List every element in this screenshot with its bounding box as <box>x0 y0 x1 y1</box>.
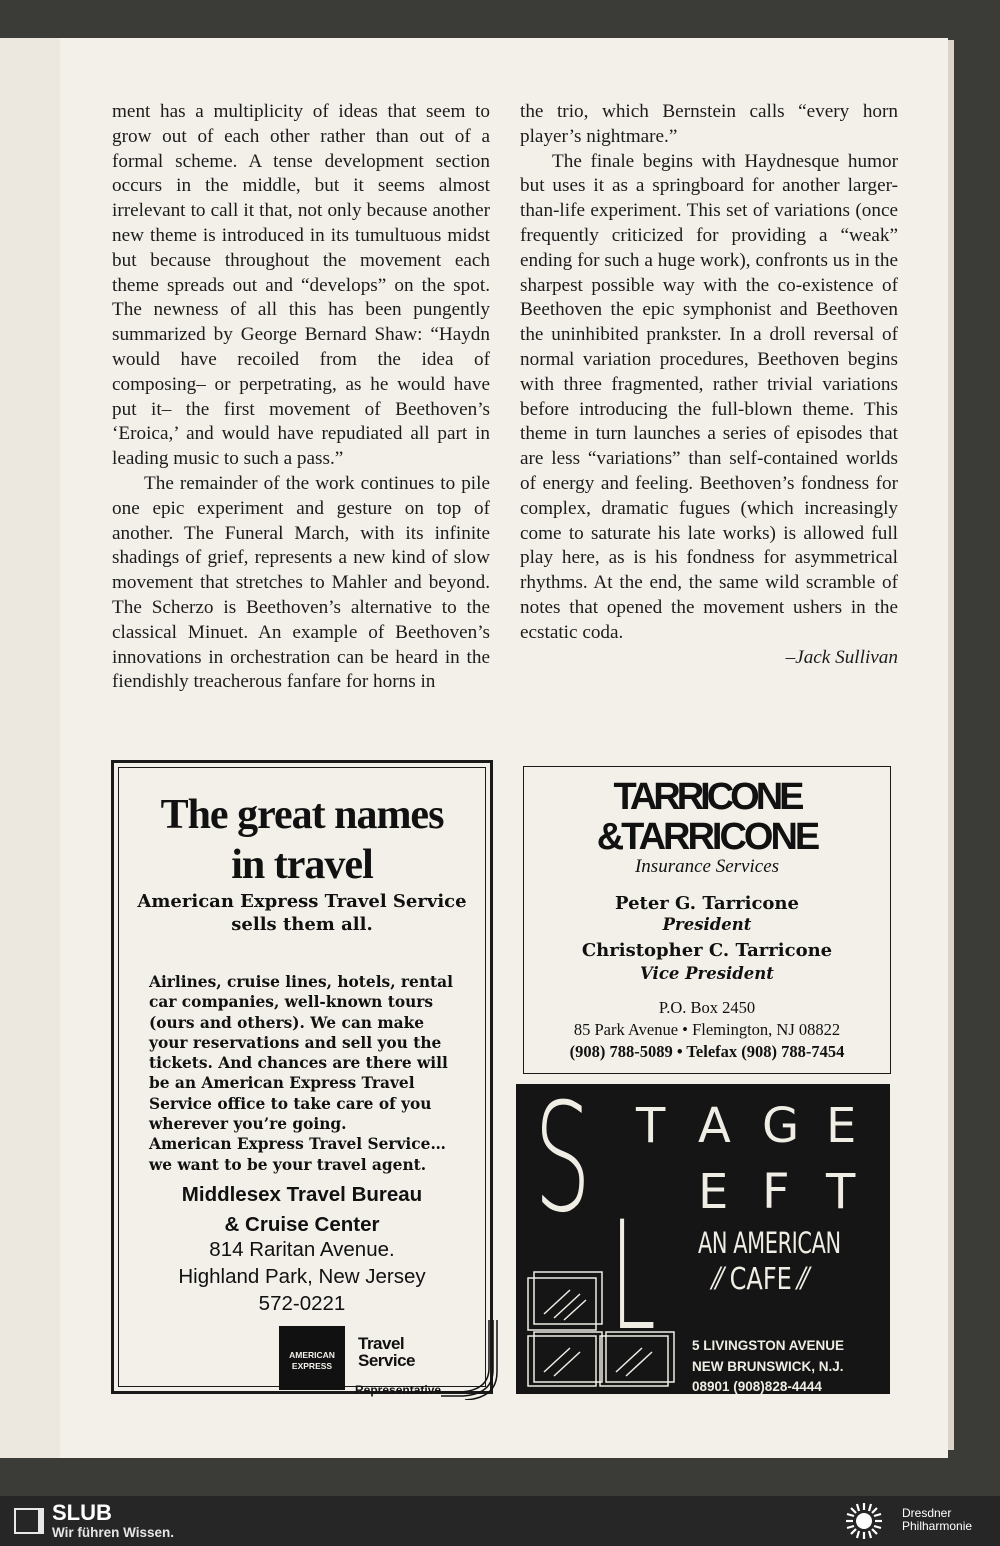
article-signature: –Jack Sullivan <box>785 646 898 668</box>
body-line: Service office to take care of you <box>149 1094 432 1113</box>
logo-text: AMERICAN <box>289 1350 335 1360</box>
stage-left-cafe-ad <box>516 1084 890 1394</box>
body-line: tickets. And chances are there will <box>149 1054 448 1073</box>
ad-headline <box>111 790 493 890</box>
agency-name-line: Middlesex Travel Bureau <box>181 1183 423 1206</box>
person-name: Christopher C. Tarricone <box>581 940 833 961</box>
tarricone-logo <box>524 777 890 857</box>
cafe-tagline: ⁄⁄ CAFE ⁄⁄ <box>714 1262 808 1297</box>
philharmonie-name-line: Philharmonie <box>902 1519 973 1533</box>
address-line: 08901 (908)828-4444 <box>692 1379 822 1394</box>
slub-logo-text[interactable]: SLUB <box>52 1500 112 1525</box>
logo-letter: E <box>826 1098 857 1154</box>
body-line: car companies, well-known tours <box>149 993 434 1012</box>
body-line: (ours and others). We can make <box>149 1013 425 1032</box>
subheadline-line: sells them all. <box>231 914 373 935</box>
travel-service-logo <box>358 1335 415 1369</box>
agency-name <box>111 1180 493 1240</box>
po-box: P.O. Box 2450 <box>658 998 756 1017</box>
address-line: NEW BRUNSWICK, N.J. <box>692 1358 844 1374</box>
article-paragraph: ment has a multiplicity of ideas that seem to grow out of each other rather than out of a formal scheme. A tense development section occurs in the middle, but it seems almost irrelevant to call it that, not only because another new theme is introduced in its tumultuous midst but because throughout the movement each theme spreads out and “develops” on the spot. The newness of all this has been pungently summarized by George Bernard Shaw: “Haydn would have recoiled from the idea of composing– or perpetrating, as he would have put it– the first movement of Beethoven’s ‘Eroica,’ and would have repudiated all part in leading music to such a pass.” <box>112 101 490 470</box>
ad-subheadline <box>111 890 493 936</box>
body-line: we want to be your travel agent. <box>149 1155 427 1174</box>
logo-big-s: S <box>534 1084 592 1246</box>
slub-tagline: Wir führen Wissen. <box>52 1525 175 1540</box>
person-title: Vice President <box>640 964 774 983</box>
glass-blocks-icon <box>524 1262 684 1390</box>
headline-line: in travel <box>231 842 373 888</box>
article-paragraph: the trio, which Bernstein calls “every horn player’s nightmare.” <box>520 101 898 147</box>
agency-name-line: & Cruise Center <box>224 1213 380 1236</box>
logo-letter: T <box>636 1098 666 1154</box>
program-page <box>60 38 948 1458</box>
person-name: Peter G. Tarricone <box>615 893 799 914</box>
article-paragraph: The finale begins with Haydnesque humor but uses it as a springboard for another larger-than-life experiment. This set of variations (once frequently criticized for providing a “weak” ending for such a huge work), confronts us in the sharpest possible way with the co-existence of Beethoven the epic symphonist and Beethoven the uninhibited prankster. In a droll reversal of normal variation procedures, Beethoven begins with three fragmented, rather trivial variations before introducing the full-blown theme. This theme in turn launches a series of episodes that are less “variations” than self-contained worlds of energy and feeling. Beethoven’s fondness for complex, dramatic fugues (which increasingly come to saturate his late works) is allowed full play here, as is his fondness for asymmetrical rhythms. At the end, the same wild scramble of notes that opened the movement ushers in the ecstatic coda. <box>520 150 898 643</box>
body-line: your reservations and sell you the <box>149 1033 442 1052</box>
logo-letter: T <box>826 1164 856 1220</box>
representative-label: Representative <box>355 1383 442 1397</box>
logo-text: Travel <box>358 1334 405 1353</box>
corner-swoosh-icon <box>441 1320 501 1400</box>
logo-line: &TARRICONE <box>596 816 818 858</box>
street-address: 85 Park Avenue • Flemington, NJ 08822 <box>573 1020 841 1039</box>
american-express-logo <box>279 1326 345 1390</box>
logo-letter: G <box>762 1098 800 1154</box>
logo-big-l: L <box>610 1190 656 1364</box>
philharmonie-logo-text[interactable] <box>902 1507 972 1533</box>
body-line: wherever you’re going. <box>149 1115 347 1134</box>
cafe-tagline: AN AMERICAN <box>698 1226 841 1260</box>
headline-line: The great names <box>160 792 444 838</box>
philharmonie-sunburst-icon <box>844 1501 884 1541</box>
address-line: 814 Raritan Avenue. <box>209 1238 395 1261</box>
address-line: 5 LIVINGSTON AVENUE <box>692 1338 845 1353</box>
slub-book-icon <box>14 1508 44 1534</box>
person-title: President <box>662 915 752 934</box>
footer-bar <box>0 1496 1000 1546</box>
body-line: American Express Travel Service… <box>149 1135 446 1154</box>
body-line: be an American Express Travel <box>149 1074 415 1093</box>
cafe-address <box>692 1336 844 1394</box>
logo-line: TARRICONE <box>613 776 801 818</box>
body-line: Airlines, cruise lines, hotels, rental <box>149 973 453 991</box>
logo-text: Service <box>358 1351 415 1370</box>
logo-letter: E <box>698 1164 729 1220</box>
agency-phone: 572-0221 <box>258 1292 346 1315</box>
services-label: Insurance Services <box>634 856 780 877</box>
address-line: Highland Park, New Jersey <box>178 1265 426 1288</box>
logo-letter: A <box>698 1098 731 1154</box>
article-paragraph: The remainder of the work continues to pile one epic experiment and gesture on top of another. The Funeral March, with its infinite shadings of grief, represents a new kind of slow movement that stretches to Mahler and beyond. The Scherzo is Beethoven’s alternative to the classical Minuet. An example of Beethoven’s innovations in orchestration can be heard in the fiendishly treacherous fanfare for horns in <box>112 472 490 693</box>
previous-page-edge <box>0 38 64 1458</box>
tarricone-insurance-ad <box>523 766 891 1074</box>
ad-body-text <box>149 972 469 1175</box>
phone-numbers: (908) 788-5089 • Telefax (908) 788-7454 <box>569 1042 845 1061</box>
article-right-column <box>520 100 898 670</box>
philharmonie-name-line: Dresdner <box>902 1506 952 1520</box>
amex-travel-ad <box>111 760 493 1397</box>
logo-letter: F <box>762 1164 790 1220</box>
logo-text: EXPRESS <box>291 1361 333 1371</box>
article-left-column <box>112 100 490 695</box>
subheadline-line: American Express Travel Service <box>137 891 467 912</box>
agency-address <box>111 1236 493 1317</box>
